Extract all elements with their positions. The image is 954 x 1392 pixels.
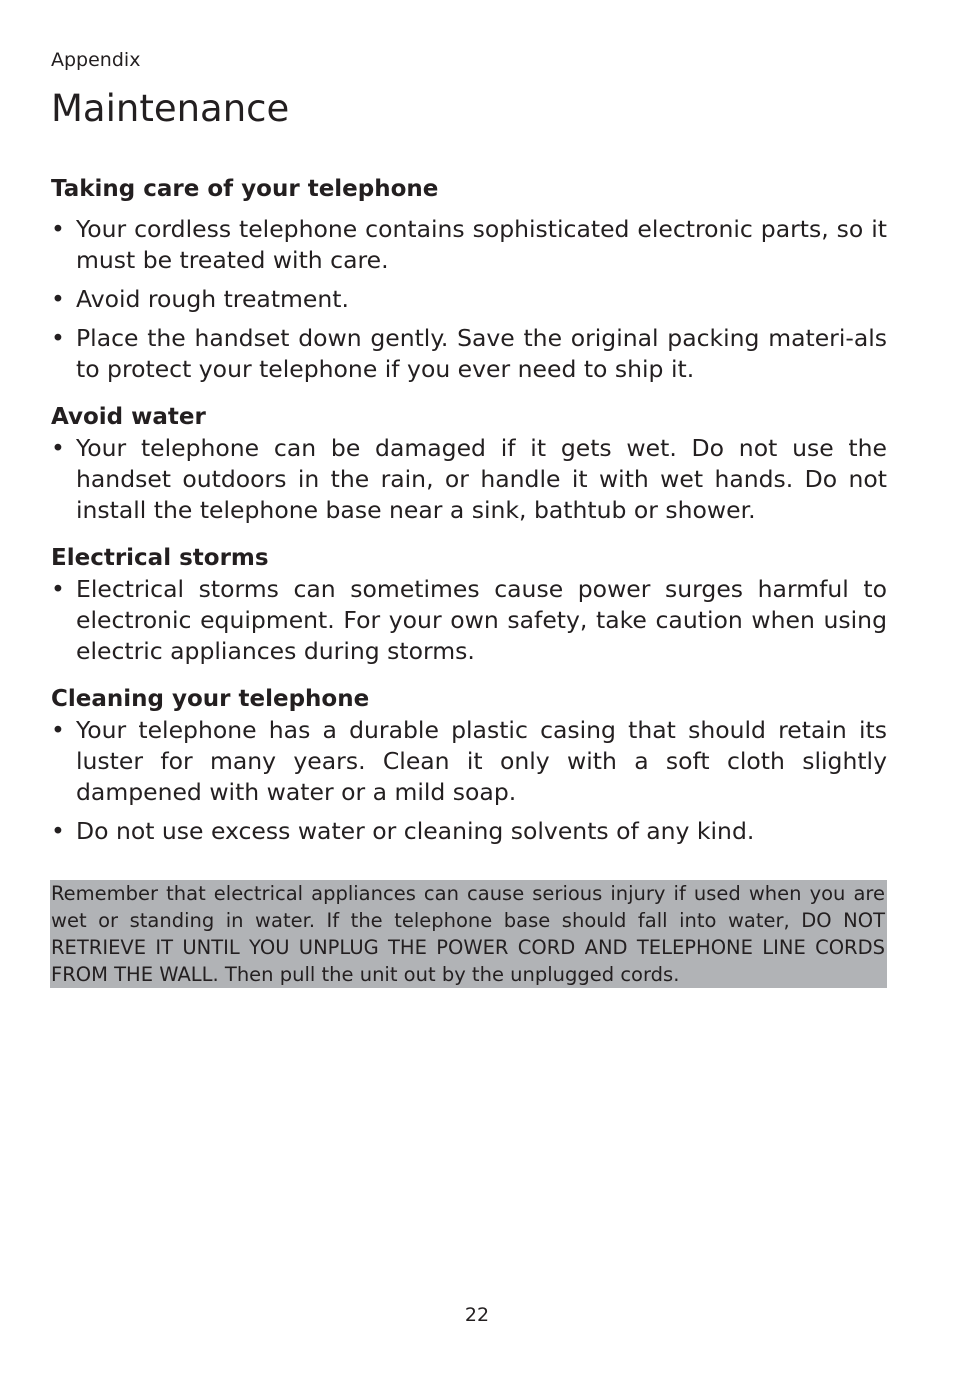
bullet-list bbox=[51, 214, 887, 385]
bullet-icon: • bbox=[51, 817, 65, 845]
list-item bbox=[51, 214, 887, 276]
section-heading: Cleaning your telephone bbox=[51, 686, 370, 712]
list-item-text: Avoid rough treatment. bbox=[76, 285, 349, 313]
list-item bbox=[51, 284, 887, 315]
list-item bbox=[51, 433, 887, 526]
section-taking-care bbox=[51, 174, 887, 385]
section-electrical-storms bbox=[51, 543, 887, 667]
list-item bbox=[51, 323, 887, 385]
list-item-text: Your cordless telephone contains sophisticated electronic parts, so it must be treated with care. bbox=[76, 215, 887, 274]
bullet-list bbox=[51, 715, 887, 847]
list-item-text: Place the handset down gently. Save the original packing materi-als to protect your telephone if you ever need to ship it. bbox=[76, 324, 887, 383]
list-item bbox=[51, 574, 887, 667]
bullet-icon: • bbox=[51, 215, 65, 243]
list-item bbox=[51, 816, 887, 847]
section-cleaning bbox=[51, 684, 887, 847]
list-item bbox=[51, 715, 887, 808]
list-item-text: Your telephone has a durable plastic casing that should retain its luster for many years. Clean it only with a soft cloth slightly dampened with water or a mild soap. bbox=[76, 716, 887, 806]
section-label: Appendix bbox=[51, 49, 141, 71]
bullet-list bbox=[51, 574, 887, 667]
bullet-icon: • bbox=[51, 324, 65, 352]
content bbox=[51, 174, 887, 847]
list-item-text: Do not use excess water or cleaning solvents of any kind. bbox=[76, 817, 755, 845]
section-heading: Taking care of your telephone bbox=[51, 176, 439, 202]
list-item-text: Your telephone can be damaged if it gets wet. Do not use the handset outdoors in the rain, or handle it with wet hands. Do not install the telephone base near a sink, bathtub or shower. bbox=[76, 434, 887, 524]
section-avoid-water bbox=[51, 402, 887, 526]
bullet-icon: • bbox=[51, 285, 65, 313]
section-heading: Electrical storms bbox=[51, 545, 269, 571]
bullet-icon: • bbox=[51, 575, 65, 603]
bullet-icon: • bbox=[51, 434, 65, 462]
bullet-list bbox=[51, 433, 887, 526]
page-number: 22 bbox=[464, 1304, 490, 1326]
section-heading: Avoid water bbox=[51, 404, 206, 430]
safety-note: Remember that electrical appliances can cause serious injury if used when you are wet or standing in water. If the telephone base should fall into water, DO NOT RETRIEVE IT UNTIL YOU UNPLUG THE POWER CORD AND TELEPHONE LINE CORDS FROM THE WALL. Then pull the unit out by the unplugged cords. bbox=[51, 882, 885, 986]
page-title: Maintenance bbox=[51, 87, 290, 130]
list-item-text: Electrical storms can sometimes cause power surges harmful to electronic equipment. For your own safety, take caution when using electric appliances during storms. bbox=[76, 575, 887, 665]
bullet-icon: • bbox=[51, 716, 65, 744]
